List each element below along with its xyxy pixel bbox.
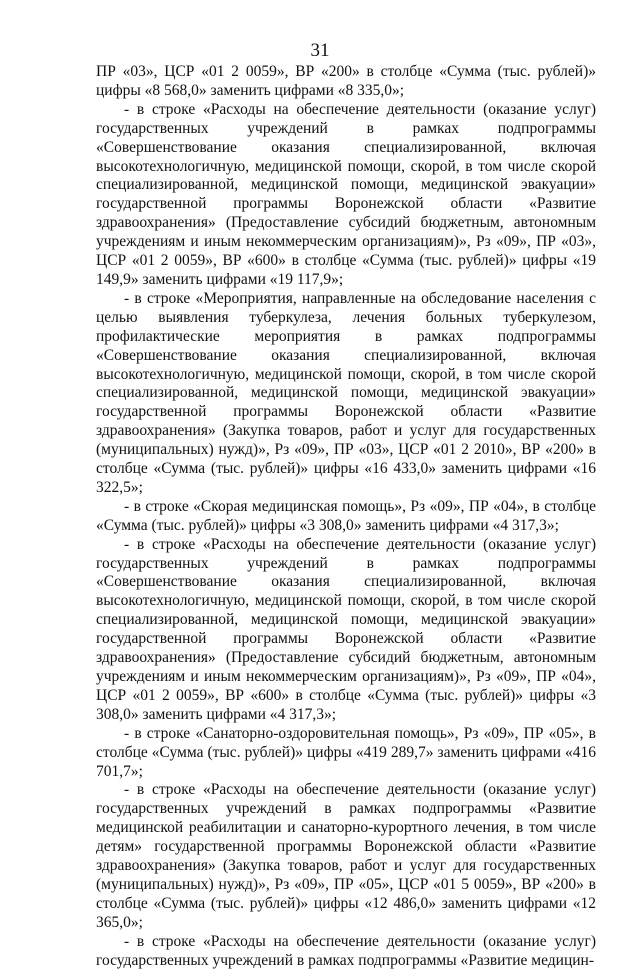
paragraph: - в строке «Расходы на обеспечение деятельности (оказание услуг) государственных учреждений в рамках подпрограммы «Развитие медицинской реабилитации и санаторно-курортного лечения, в том числе детям» государственной программы Воронежской области «Развитие здравоохранения» (Закупка товаров, работ и услуг для государственных (муниципальных) нужд)», Рз «09», ПР «05», ЦСР «01 5 0059», ВР «200» в столбце «Сумма (тыс. рублей)» цифры «12 486,0» заменить цифрами «12 365,0»; [96, 781, 596, 931]
paragraph: ПР «03», ЦСР «01 2 0059», ВР «200» в столбце «Сумма (тыс. рублей)» цифры «8 568,0» заменить цифрами «8 335,0»; [96, 63, 596, 99]
document-body [96, 63, 596, 971]
paragraph: - в строке «Мероприятия, направленные на обследование населения с целью выявления туберкулеза, лечения больных туберкулезом, профилактические мероприятия в рамках подпрограммы «Совершенствование оказания специализированной, включая высокотехнологичную, медицинской помощи, скорой, в том числе скорой специализированной, медицинской помощи, медицинской эвакуации» государственной программы Воронежской области «Развитие здравоохранения» (Закупка товаров, работ и услуг для государственных (муниципальных) нужд)», Рз «09», ПР «03», ЦСР «01 2 2010», ВР «200» в столбце «Сумма (тыс. рублей)» цифры «16 433,0» заменить цифрами «16 322,5»; [96, 289, 596, 496]
page-number: 31 [310, 40, 330, 61]
paragraph: - в строке «Расходы на обеспечение деятельности (оказание услуг) государственных учреждений в рамках подпрограммы «Совершенствование оказания специализированной, включая высокотехнологичную, медицинской помощи, скорой, в том числе скорой специализированной, медицинской помощи, медицинской эвакуации» государственной программы Воронежской области «Развитие здравоохранения» (Предоставление субсидий бюджетным, автономным учреждениям и иным некоммерческим организациям)», Рз «09», ПР «04», ЦСР «01 2 0059», ВР «600» в столбце «Сумма (тыс. рублей)» цифры «3 308,0» заменить цифрами «4 317,3»; [96, 535, 596, 723]
paragraph: - в строке «Санаторно-оздоровительная помощь», Рз «09», ПР «05», в столбце «Сумма (тыс. рублей)» цифры «419 289,7» заменить цифрами «416 701,7»; [96, 724, 596, 780]
paragraph: - в строке «Скорая медицинская помощь», Рз «09», ПР «04», в столбце «Сумма (тыс. рублей)» цифры «3 308,0» заменить цифрами «4 317,3»; [96, 497, 596, 534]
paragraph: - в строке «Расходы на обеспечение деятельности (оказание услуг) государственных учреждений в рамках подпрограммы «Совершенствование оказания специализированной, включая высокотехнологичную, медицинской помощи, скорой, в том числе скорой специализированной, медицинской помощи, медицинской эвакуации» государственной программы Воронежской области «Развитие здравоохранения» (Предоставление субсидий бюджетным, автономным учреждениям и иным некоммерческим организациям)», Рз «09», ПР «03», ЦСР «01 2 0059», ВР «600» в столбце «Сумма (тыс. рублей)» цифры «19 149,9» заменить цифрами «19 117,9»; [96, 100, 596, 288]
paragraph: - в строке «Расходы на обеспечение деятельности (оказание услуг) государственных учреждений в рамках подпрограммы «Развитие медицин- [96, 932, 596, 969]
